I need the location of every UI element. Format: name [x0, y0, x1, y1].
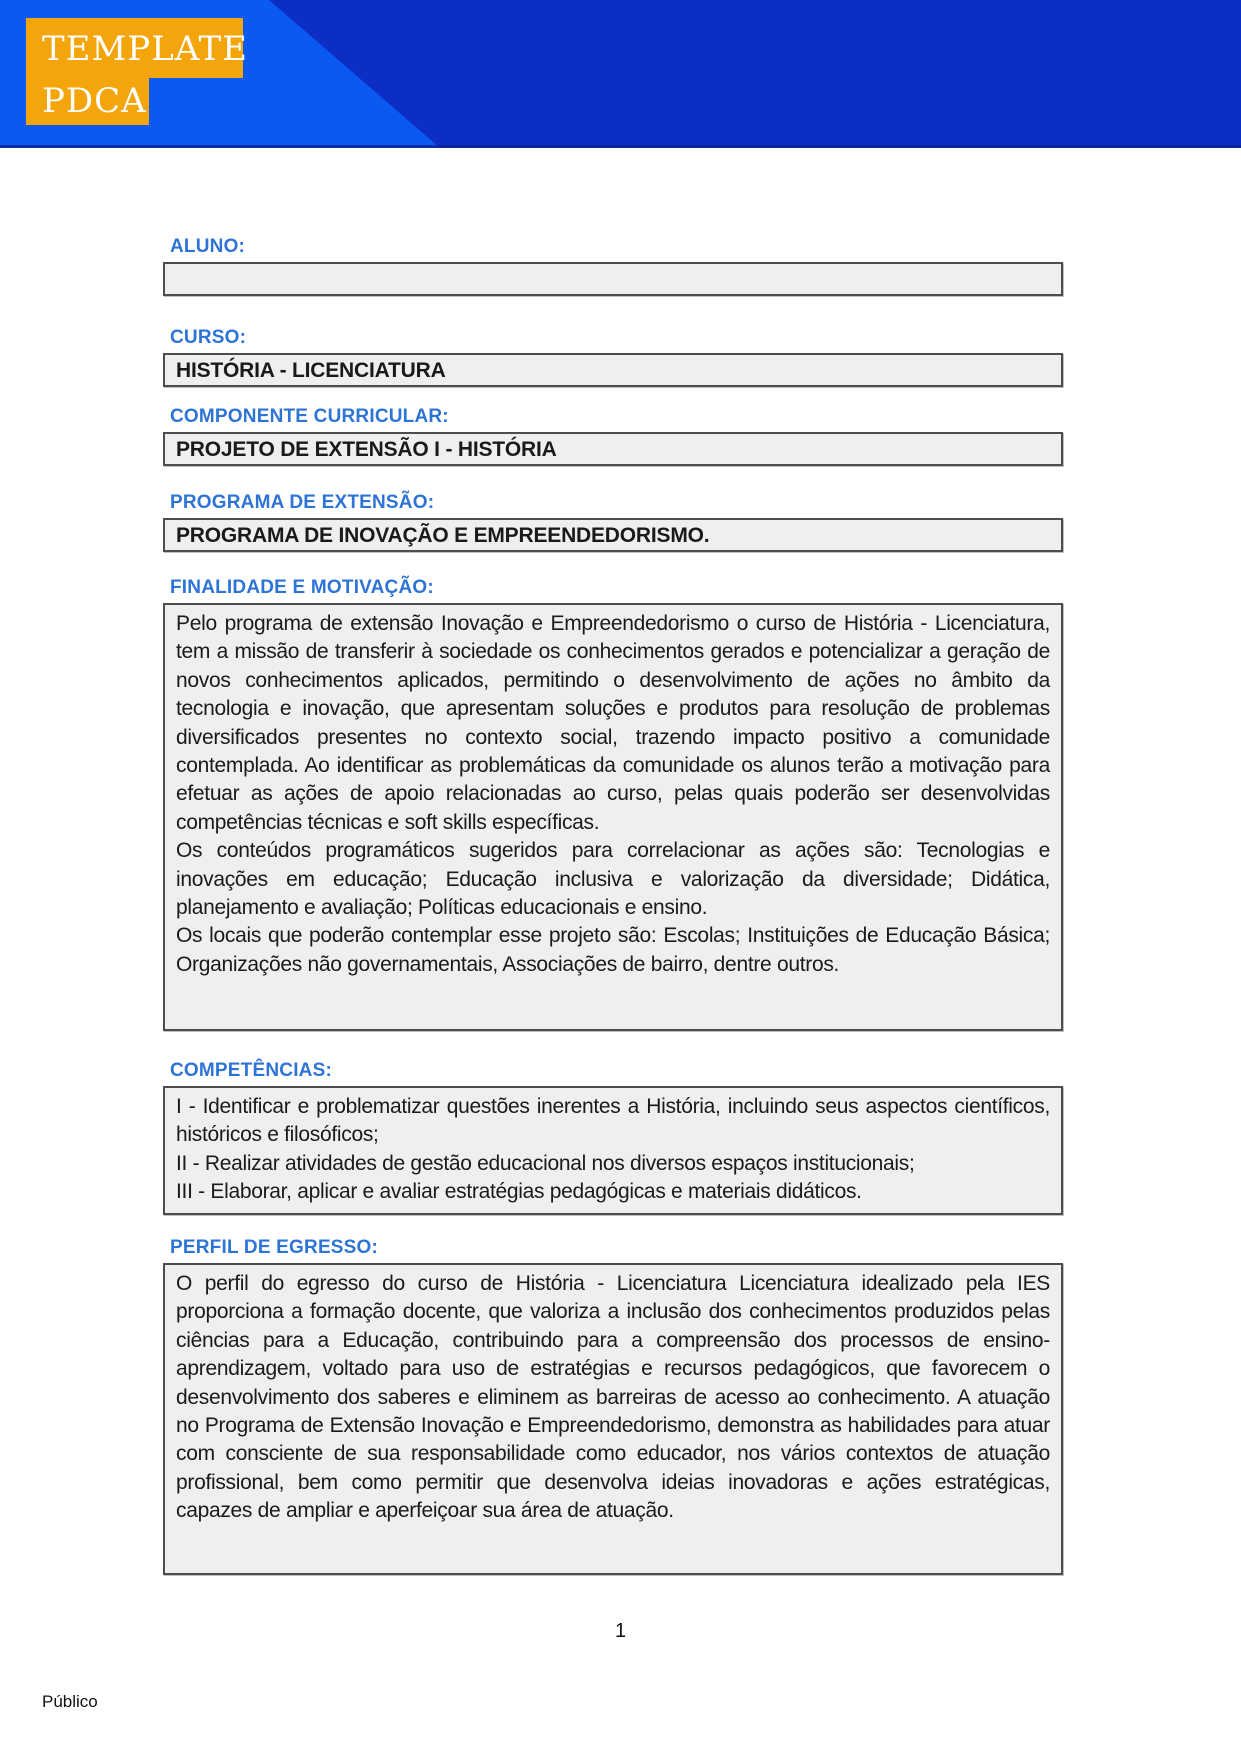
competencia-item-2: II - Realizar atividades de gestão educacional nos diversos espaços institucionais; — [176, 1151, 915, 1175]
finalidade-text-box — [163, 603, 1063, 1031]
pdca-logo — [26, 18, 248, 125]
section-label-finalidade: FINALIDADE E MOTIVAÇÃO: — [170, 577, 434, 598]
header-banner — [0, 0, 1241, 148]
field-label-programa-extensao: PROGRAMA DE EXTENSÃO: — [170, 492, 435, 513]
section-label-perfil-egresso: PERFIL DE EGRESSO: — [170, 1237, 379, 1258]
competencia-item-1: I - Identificar e problematizar questões inerentes a História, incluindo seus aspectos científicos, históricos e filosóficos; — [176, 1095, 1050, 1147]
field-label-curso: CURSO: — [170, 327, 247, 348]
section-finalidade-motivacao — [163, 577, 1063, 1031]
perfil-paragraph: O perfil do egresso do curso de História - Licenciatura Licenciatura idealizado pela IES proporciona a formação docente, que valoriza a inclusão dos conhecimentos produzidos pelas ciências para a Educação, contribuindo para a compreensão dos processos de ensino-aprendizagem, voltado para uso de estratégias e recursos pedagógicos, que favorecem o desenvolvimento dos saberes e eliminem as barreiras de acesso ao conhecimento. A atuação no Programa de Extensão Inovação e Empreendedorismo, demonstra as habilidades para atuar com consciente de sua responsabilidade como educador, nos vários contextos de atuação profissional, bem como permitir que desenvolva ideias inovadoras e ações estratégicas, capazes de ampliar e aperfeiçoar sua área de atuação. — [176, 1272, 1050, 1523]
section-competencias — [163, 1060, 1063, 1215]
field-value-aluno[interactable] — [163, 262, 1063, 296]
logo-line-template: TEMPLATE — [26, 18, 243, 78]
field-value-curso: HISTÓRIA - LICENCIATURA — [163, 353, 1063, 387]
field-label-componente-curricular: COMPONENTE CURRICULAR: — [170, 406, 449, 427]
section-programa-extensao — [163, 492, 1063, 552]
page-number: 1 — [614, 1620, 627, 1642]
field-label-aluno: ALUNO: — [170, 236, 246, 257]
finalidade-paragraph-3: Os locais que poderão contemplar esse projeto são: Escolas; Instituições de Educação Básica; Organizações não governamentais, Associações de bairro, dentre outros. — [176, 924, 1050, 976]
section-label-competencias: COMPETÊNCIAS: — [170, 1060, 332, 1081]
section-componente-curricular — [163, 406, 1063, 466]
field-value-programa-extensao: PROGRAMA DE INOVAÇÃO E EMPREENDEDORISMO. — [163, 518, 1063, 552]
section-perfil-egresso — [163, 1237, 1063, 1575]
finalidade-paragraph-2: Os conteúdos programáticos sugeridos para correlacionar as ações são: Tecnologias e inovações em educação; Educação inclusiva e valorização da diversidade; Didática, planejamento e avaliação; Políticas educacionais e ensino. — [176, 839, 1050, 920]
classification-label: Público — [42, 1692, 98, 1711]
logo-line-pdca: PDCA — [26, 78, 149, 125]
competencia-item-3: III - Elaborar, aplicar e avaliar estratégias pedagógicas e materiais didáticos. — [176, 1180, 862, 1204]
section-aluno — [163, 236, 1063, 296]
field-value-componente-curricular: PROJETO DE EXTENSÃO I - HISTÓRIA — [163, 432, 1063, 466]
perfil-text-box — [163, 1263, 1063, 1575]
competencias-text-box — [163, 1086, 1063, 1215]
banner-bottom-edge — [0, 145, 1241, 148]
finalidade-paragraph-1: Pelo programa de extensão Inovação e Empreendedorismo o curso de História - Licenciatura, tem a missão de transferir à sociedade os conhecimentos gerados e potencializar a geração de novos conhecimentos aplicados, permitindo o desenvolvimento de ações no âmbito da tecnologia e inovação, que apresentam soluções e produtos para resolução de problemas diversificados presentes no contexto social, trazendo impacto positivo a comunidade contemplada. Ao identificar as problemáticas da comunidade os alunos terão a motivação para efetuar as ações de apoio relacionadas ao curso, pelas quais poderão ser desenvolvidas competências técnicas e soft skills específicas. — [176, 612, 1050, 834]
section-curso — [163, 327, 1063, 387]
